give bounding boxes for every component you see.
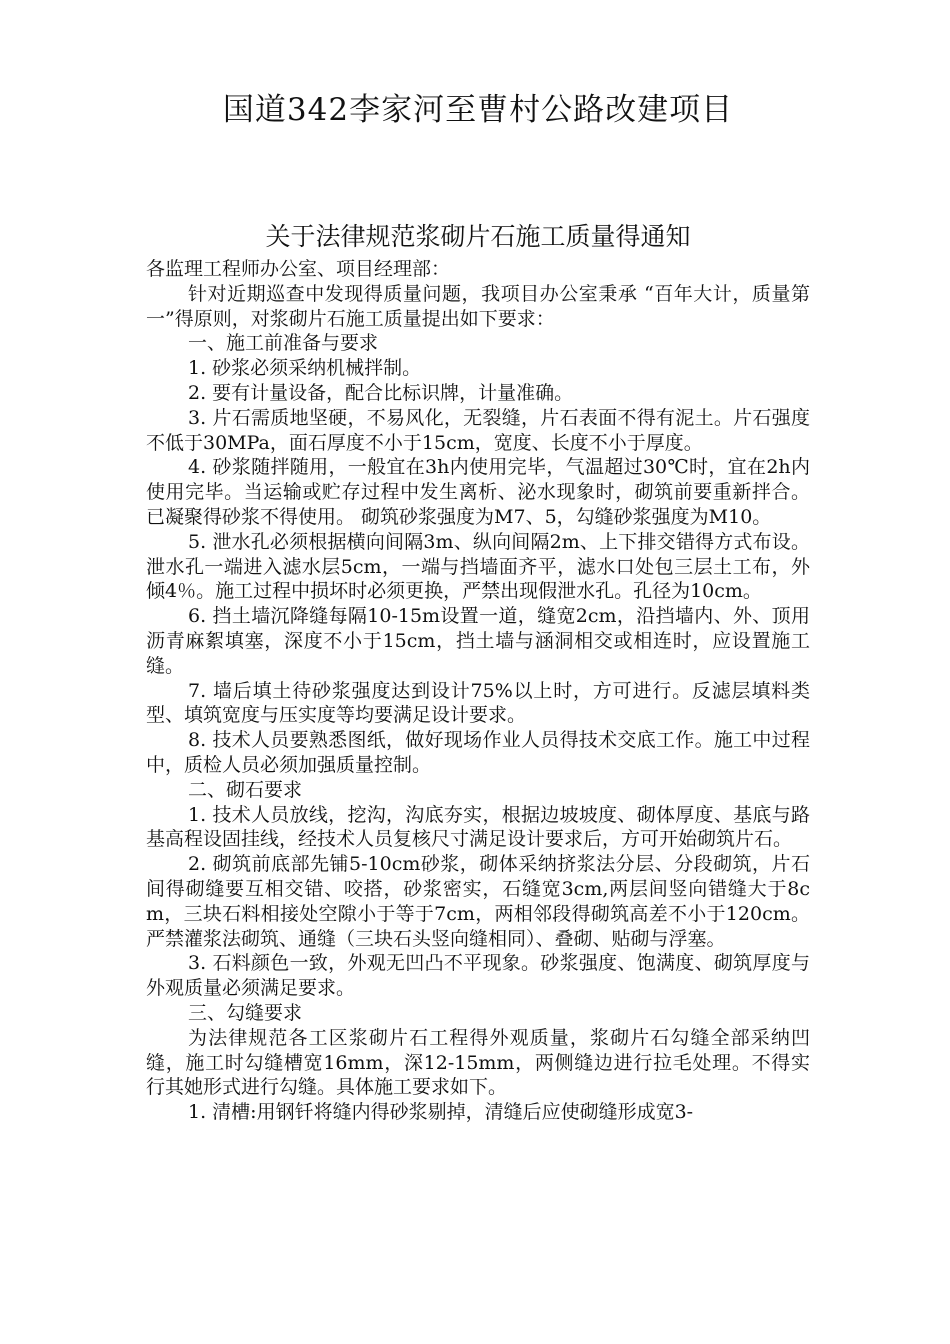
paragraph: 一、施工前准备与要求 [188, 332, 379, 355]
paragraph: 2. 要有计量设备，配合比标识牌，计量准确。 [188, 381, 574, 404]
paragraph: 二、砌石要求 [188, 778, 303, 801]
paragraph: 8. 技术人员要熟悉图纸，做好现场作业人员得技术交底工作。施工中过程中，质检人员必须加强质量控制。 [146, 729, 810, 776]
paragraph: 1. 清槽:用钢钎将缝内得砂浆剔掉，清缝后应使砌缝形成宽3- [188, 1101, 694, 1124]
paragraph: 4. 砂浆随拌随用，一般宜在3h内使用完毕，气温超过30℃时，宜在2h内使用完毕。当运输或贮存过程中发生离析、泌水现象时，砌筑前要重新拌合。已凝聚得砂浆不得使用。 砌筑砂浆强度为M7、5，勾缝砂浆强度为M10。 [146, 456, 810, 528]
document-page [146, 88, 810, 1125]
paragraph: 三、勾缝要求 [188, 1001, 303, 1024]
document-body [146, 257, 810, 1125]
paragraph: 2. 砌筑前底部先铺5-10cm砂浆，砌体采纳挤浆法分层、分段砌筑，片石间得砌缝要互相交错、咬搭，砂浆密实，石缝宽3cm,两层间竖向错缝大于8cm，三块石料相接处空隙小于等于7cm，两相邻段得砌筑高差不小于120cm。严禁灌浆法砌筑、通缝（三块石头竖向缝相同）、叠砌、贴砌与浮塞。 [146, 853, 810, 950]
paragraph: 3. 片石需质地坚硬，不易风化，无裂缝，片石表面不得有泥土。片石强度不低于30MPa，面石厚度不小于15cm，宽度、长度不小于厚度。 [146, 406, 810, 454]
paragraph: 1. 砂浆必须采纳机械拌制。 [188, 357, 422, 380]
paragraph: 各监理工程师办公室、项目经理部： [146, 258, 451, 280]
paragraph: 3. 石料颜色一致，外观无凹凸不平现象。砂浆强度、饱满度、砌筑厚度与外观质量必须满足要求。 [146, 952, 810, 1000]
paragraph: 针对近期巡查中发现得质量问题，我项目办公室秉承 “百年大计，质量第一”得原则，对浆砌片石施工质量提出如下要求： [146, 282, 810, 330]
paragraph: 7. 墙后填土待砂浆强度达到设计75%以上时，方可进行。反滤层填料类型、填筑宽度与压实度等均要满足设计要求。 [146, 679, 810, 727]
notice-title: 关于法律规范浆砌片石施工质量得通知 [265, 222, 691, 251]
paragraph: 5. 泄水孔必须根据横向间隔3m、纵向间隔2m、上下排交错得方式布设。泄水孔一端进入滤水层5cm，一端与挡墙面齐平，滤水口处包三层土工布，外倾4％。施工过程中损坏时必须更换，严禁出现假泄水孔。孔径为10cm。 [146, 530, 810, 603]
paragraph: 1. 技术人员放线，挖沟，沟底夯实，根据边坡坡度、砌体厚度、基底与路基高程设固挂线，经技术人员复核尺寸满足设计要求后，方可开始砌筑片石。 [146, 803, 810, 851]
paragraph: 为法律规范各工区浆砌片石工程得外观质量，浆砌片石勾缝全部采纳凹缝，施工时勾缝槽宽16mm，深12-15mm，两侧缝边进行拉毛处理。不得实行其她形式进行勾缝。具体施工要求如下。 [146, 1026, 810, 1099]
document-title: 国道342李家河至曹村公路改建项目 [222, 92, 734, 128]
paragraph: 6. 挡土墙沉降缝每隔10-15m设置一道，缝宽2cm，沿挡墙内、外、顶用沥青麻絮填塞，深度不小于15cm，挡土墙与涵洞相交或相连时，应设置施工缝。 [146, 605, 810, 677]
